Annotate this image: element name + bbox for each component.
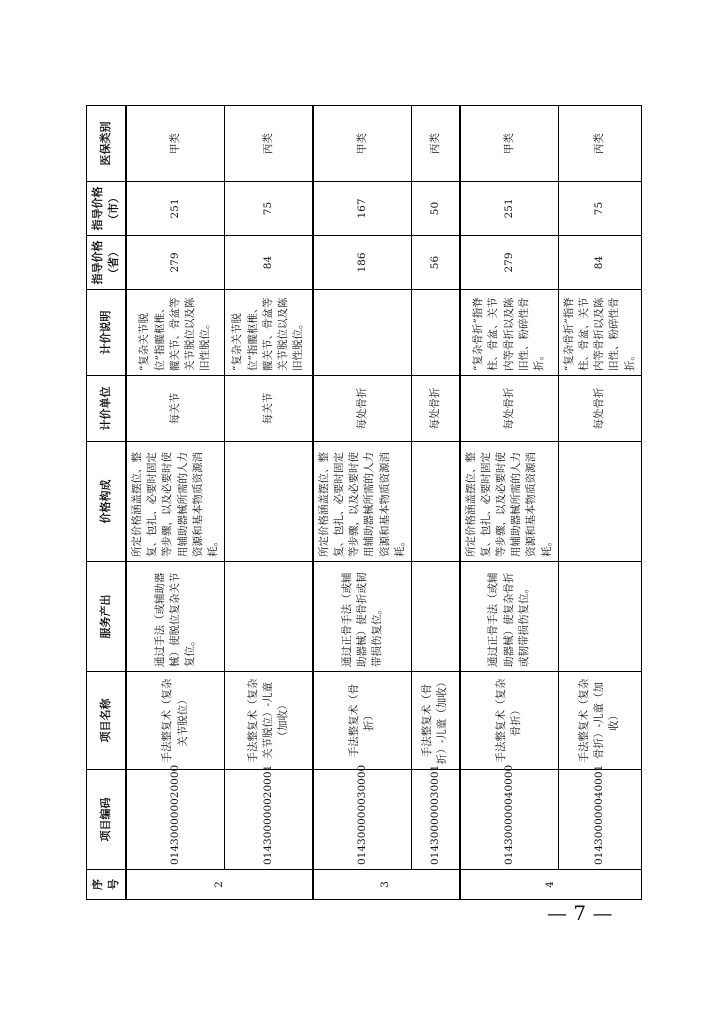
header-composition: 价格构成 [87,442,126,562]
price-prov-cell: 279 [126,236,225,290]
code-cell: 014300000040001 [558,770,641,870]
insurance-cell: 甲类 [460,106,559,182]
composition-cell: 所定价格涵盖摆位、整复、包扎、必要时固定等步骤，以及必要时使用辅助器械所需的人力资源和基本物质资源消耗。 [126,442,225,562]
output-cell [558,562,641,672]
table-row [225,106,313,900]
seq-cell: 4 [460,870,642,900]
header-price-prov: 指导价格（省） [87,236,126,290]
price-city-cell: 251 [460,182,559,236]
name-cell: 手法整复术（复杂骨折）-儿童（加收） [558,672,641,770]
code-cell: 014300000040000 [460,770,559,870]
unit-cell: 每关节 [126,376,225,442]
insurance-cell: 丙类 [412,106,460,182]
name-cell: 手法整复术（骨折） [313,672,412,770]
output-cell: 通过手法（或辅助器械）使脱位复杂关节复位。 [126,562,225,672]
note-cell [313,290,412,376]
unit-cell: 每处骨折 [558,376,641,442]
price-city-cell: 167 [313,182,412,236]
note-cell: “复杂关节脱位”指髋枢椎、髋关节、骨盆等关节脱位以及陈旧性脱位。 [126,290,225,376]
seq-cell: 3 [313,870,460,900]
header-price-city: 指导价格（市） [87,182,126,236]
header-note: 计价说明 [87,290,126,376]
header-insurance: 医保类别 [87,106,126,182]
name-cell: 手法整复术（骨折）-儿童（加收） [412,672,460,770]
unit-cell: 每关节 [225,376,313,442]
price-city-cell: 75 [225,182,313,236]
page-number: — 7 — [547,901,613,925]
unit-cell: 每处骨折 [460,376,559,442]
table-row [558,106,641,900]
composition-cell [412,442,460,562]
price-prov-cell: 56 [412,236,460,290]
table-row [126,106,225,900]
header-output: 服务产出 [87,562,126,672]
composition-cell: 所定价格涵盖摆位、整复、包扎、必要时固定等步骤，以及必要时使用辅助器械所需的人力资源和基本物质资源消耗。 [313,442,412,562]
output-cell [225,562,313,672]
price-prov-cell: 186 [313,236,412,290]
header-name: 项目名称 [87,672,126,770]
output-cell [412,562,460,672]
code-cell: 014300000030001 [412,770,460,870]
code-cell: 014300000020000 [126,770,225,870]
price-prov-cell: 279 [460,236,559,290]
composition-cell [558,442,641,562]
price-city-cell: 50 [412,182,460,236]
insurance-cell: 甲类 [313,106,412,182]
header-unit: 计价单位 [87,376,126,442]
price-prov-cell: 84 [225,236,313,290]
table-row [313,106,412,900]
note-cell: “复杂骨折”指脊柱、骨盆、关节内等骨折以及陈旧性、粉碎性骨折。 [558,290,641,376]
insurance-cell: 甲类 [126,106,225,182]
price-prov-cell: 84 [558,236,641,290]
note-cell: “复杂骨折”指脊柱、骨盆、关节内等骨折以及陈旧性、粉碎性骨折。 [460,290,559,376]
name-cell: 手法整复术（复杂关节脱位）-儿童（加收） [225,672,313,770]
note-cell: “复杂关节脱位”指髋枢椎、髋关节、骨盆等关节脱位以及陈旧性脱位。 [225,290,313,376]
price-table [86,105,642,900]
table-row [412,106,460,900]
name-cell: 手法整复术（复杂关节脱位） [126,672,225,770]
price-city-cell: 251 [126,182,225,236]
output-cell: 通过正骨手法（或辅助器械）使复杂骨折或韧带损伤复位。 [460,562,559,672]
price-city-cell: 75 [558,182,641,236]
output-cell: 通过正骨手法（或辅助器械）使骨折或韧带损伤复位。 [313,562,412,672]
note-cell [412,290,460,376]
code-cell: 014300000030000 [313,770,412,870]
header-seq: 序号 [87,870,126,900]
seq-cell: 2 [126,870,313,900]
name-cell: 手法整复术（复杂骨折） [460,672,559,770]
insurance-cell: 丙类 [225,106,313,182]
unit-cell: 每处骨折 [313,376,412,442]
code-cell: 014300000020001 [225,770,313,870]
table-row [460,106,559,900]
composition-cell: 所定价格涵盖摆位、整复、包扎、必要时固定等步骤，以及必要时使用辅助器械所需的人力资源和基本物质资源消耗。 [460,442,559,562]
composition-cell [225,442,313,562]
header-code: 项目编码 [87,770,126,870]
unit-cell: 每处骨折 [412,376,460,442]
header-row [87,106,126,900]
insurance-cell: 丙类 [558,106,641,182]
